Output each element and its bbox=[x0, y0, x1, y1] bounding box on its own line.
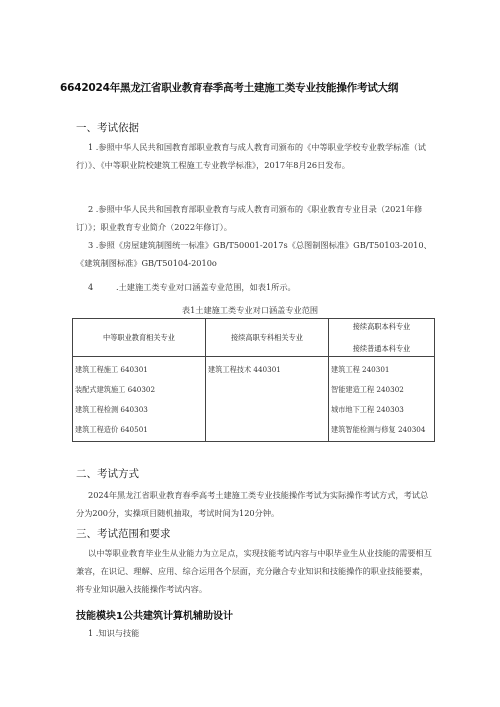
header-higher-vocational: 接续高职专科相关专业 bbox=[206, 319, 329, 357]
header-secondary-vocational: 中等职业教育相关专业 bbox=[73, 319, 206, 357]
module-subheading-knowledge: 1 .知识与技能 bbox=[88, 628, 140, 638]
section-heading-basis: 一、考试依据 bbox=[76, 122, 139, 134]
table-header-row bbox=[73, 319, 435, 357]
list-item: 建筑智能检测与修复 240304 bbox=[331, 425, 426, 434]
list-item: 城市地下工程 240303 bbox=[331, 405, 404, 414]
header-undergraduate bbox=[329, 319, 435, 357]
paragraph-scope: 以中等职业教育毕业生从业能力为立足点，实现技能考试内容与中职毕业生从业技能的需要相互兼容，在识记、理解、应用、综合运用各个层面，充分融合专业知识和技能操作的职业技能要素，将专业知识融入技能操作考试内容。 bbox=[76, 548, 432, 594]
list-item: 建筑工程 240301 bbox=[331, 365, 390, 374]
table-body-row bbox=[73, 357, 435, 442]
paragraph-basis-3: 3 .参照《房屋建筑制图统一标准》GB/T50001-2017s《总图制图标准》GB/T50103-2010、《建筑制图标准》GB/T50104-2010o bbox=[76, 240, 432, 268]
list-item: 建筑工程施工 640301 bbox=[75, 365, 148, 374]
paragraph-basis-2: 2 .参照中华人民共和国教育部职业教育与成人教育司颁布的《职业教育专业目录（2021年修订）》；职业教育专业简介（2022年修订）。 bbox=[76, 204, 423, 232]
section-heading-scope: 三、考试范围和要求 bbox=[76, 528, 171, 540]
list-item: 智能建造工程 240302 bbox=[331, 385, 404, 394]
paragraph-basis-4-number: 4 bbox=[88, 282, 94, 292]
list-item: 装配式建筑施工 640302 bbox=[75, 385, 156, 394]
header-undergraduate-general: 接续普通本科专业 bbox=[352, 343, 411, 353]
paragraph-basis-4-text: .土建施工类专业对口涵盖专业范围，如表1所示。 bbox=[116, 282, 296, 292]
list-item: 建筑工程检测 640303 bbox=[75, 405, 148, 414]
specialty-table bbox=[72, 318, 435, 442]
module-heading: 技能模块1公共建筑计算机辅助设计 bbox=[76, 611, 233, 622]
document-title: 6642024年黑龙江省职业教育春季高考土建施工类专业技能操作考试大纲 bbox=[60, 82, 399, 94]
list-item: 建筑工程造价 640501 bbox=[75, 425, 148, 434]
paragraph-method: 2024年黑龙江省职业教育春季高考土建施工类专业技能操作考试为实际操作考试方式，考试总分为200分，实操项目随机抽取，考试时间为120分钟。 bbox=[76, 490, 429, 518]
cell-undergraduate-specialties bbox=[329, 357, 435, 442]
table-caption: 表1土建施工类专业对口涵盖专业范围 bbox=[181, 305, 319, 315]
header-undergraduate-vocational: 接续高职本科专业 bbox=[352, 321, 411, 331]
list-item: 建筑工程技术 440301 bbox=[208, 365, 281, 374]
section-heading-method: 二、考试方式 bbox=[76, 468, 139, 480]
cell-higher-vocational-specialties bbox=[206, 357, 329, 442]
paragraph-basis-1: 1 .参照中华人民共和国教育部职业教育与成人教育司颁布的《中等职业学校专业教学标准（试行）》、《中等职业院校建筑工程施工专业教学标准》，2017年8月26日发布。 bbox=[76, 142, 426, 170]
cell-secondary-specialties bbox=[73, 357, 206, 442]
